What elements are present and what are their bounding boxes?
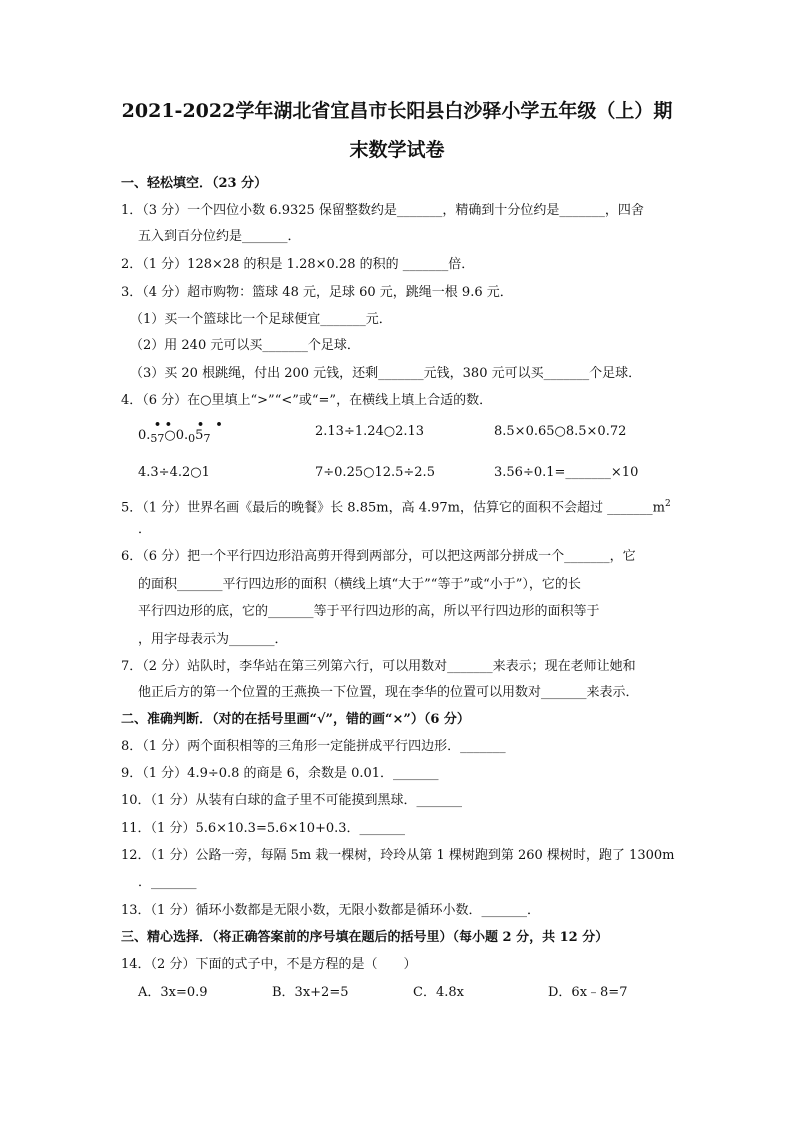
- q14-text: 14．（2 分）下面的式子中，不是方程的是（ ）: [121, 957, 417, 972]
- q6-line4: ，用字母表示为_______．: [138, 632, 288, 647]
- q5-text: [121, 496, 671, 516]
- q14-option-c: C．4.8x: [413, 985, 464, 1000]
- q4-r1c1-rep1: 57: [150, 432, 165, 445]
- q4-r1c3: 8.5×0.65○8.5×0.72: [494, 424, 627, 439]
- q7-line1: 7．（2 分）站队时，李华站在第三列第六行，可以用数对_______来表示；现在老师让她和: [121, 659, 636, 674]
- q8-text: 8．（1 分）两个面积相等的三角形一定能拼成平行四边形．_______: [121, 739, 506, 754]
- q4-r2c3: 3.56÷0.1=_______×10: [494, 465, 639, 480]
- q11-text: 11．（1 分）5.6×10.3=5.6×10+0.3．_______: [121, 821, 406, 836]
- q1-line1: 1．（3 分）一个四位小数 6.9325 保留整数约是_______，精确到十分位约是_______，四舍: [121, 203, 644, 218]
- q4-r1c1-circle: ○: [164, 428, 176, 443]
- section2-heading: 二、准确判断．（对的在括号里画“√”，错的画“×”）（6 分）: [121, 712, 470, 727]
- q3-intro: 3．（4 分）超市购物：篮球 48 元，足球 60 元，跳绳一根 9.6 元．: [121, 285, 513, 300]
- q2-text: 2．（1 分）128×28 的积是 1.28×0.28 的积的 _______倍．: [121, 257, 475, 272]
- repeat-dot-1: • •: [154, 418, 172, 431]
- q9-text: 9．（1 分）4.9÷0.8 的商是 6，余数是 0.01．_______: [121, 766, 439, 781]
- q4-r2c2: 7÷0.25○12.5÷2.5: [315, 465, 435, 480]
- q14-option-a: A．3x=0.9: [138, 985, 208, 1000]
- q14-option-d: D．6x﹣8=7: [548, 985, 628, 1000]
- q4-intro: 4．（6 分）在○里填上“>”“<”或“=”，在横线上填上合适的数．: [121, 393, 493, 408]
- q4-r1c1-zero: 0: [188, 432, 196, 445]
- q13-text: 13．（1 分）循环小数都是无限小数，无限小数都是循环小数．_______．: [121, 903, 540, 918]
- q4-r1c1-int1: 0.: [138, 428, 151, 443]
- q5-sup: 2: [664, 499, 671, 509]
- q12-line1: 12．（1 分）公路一旁，每隔 5m 栽一棵树，玲玲从第 1 棵树跑到第 260 棵树时，跑了 1300m: [121, 848, 675, 863]
- q7-line2: 他正后方的第一个位置的王燕换一下位置，现在李华的位置可以用数对_______来表示．: [138, 685, 639, 700]
- repeat-dot-2: • •: [197, 418, 223, 431]
- q3-part2: （2）用 240 元可以买_______个足球．: [130, 338, 360, 353]
- q4-r1c2: 2.13÷1.24○2.13: [315, 424, 425, 439]
- q3-part1: （1）买一个篮球比一个足球便宜_______元．: [130, 312, 392, 327]
- q4-r1c1-seven: 7: [203, 432, 211, 445]
- section1-heading: 一、轻松填空．（23 分）: [121, 176, 268, 191]
- q4-r1c1-int2: 0.: [175, 428, 189, 443]
- exam-title-line2: 末数学试卷: [349, 139, 445, 161]
- exam-title-line1: 2021-2022学年湖北省宜昌市长阳县白沙驿小学五年级（上）期: [121, 100, 673, 122]
- q12-line2: ．_______: [138, 875, 197, 890]
- q3-part3: （3）买 20 根跳绳，付出 200 元钱，还剩_______元钱，380 元可以买_______个足球．: [130, 366, 642, 381]
- section3-heading: 三、精心选择．（将正确答案前的序号填在题后的括号里）（每小题 2 分，共 12 分）: [121, 930, 609, 945]
- q5-body: 5．（1 分）世界名画《最后的晚餐》长 8.85m，高 4.97m，估算它的面积不会超过 _______m: [121, 500, 665, 516]
- q10-text: 10．（1 分）从装有白球的盒子里不可能摸到黑球．_______: [121, 793, 462, 808]
- q4-r2c1: 4.3÷4.2○1: [138, 465, 210, 480]
- q6-line1: 6．（6 分）把一个平行四边形沿高剪开得到两部分，可以把这两部分拼成一个_______，它: [121, 549, 636, 564]
- q14-option-b: B．3x+2=5: [272, 985, 349, 1000]
- q4-r1c1-five: 5: [195, 428, 204, 443]
- q1-line2: 五入到百分位约是_______．: [138, 229, 301, 244]
- q6-line2: 的面积_______平行四边形的面积（横线上填“大于”“等于”或“小于”），它的长: [138, 577, 581, 592]
- q6-line3: 平行四边形的底，它的_______等于平行四边形的高，所以平行四边形的面积等于: [138, 604, 600, 619]
- q5-tail: ．: [138, 522, 152, 537]
